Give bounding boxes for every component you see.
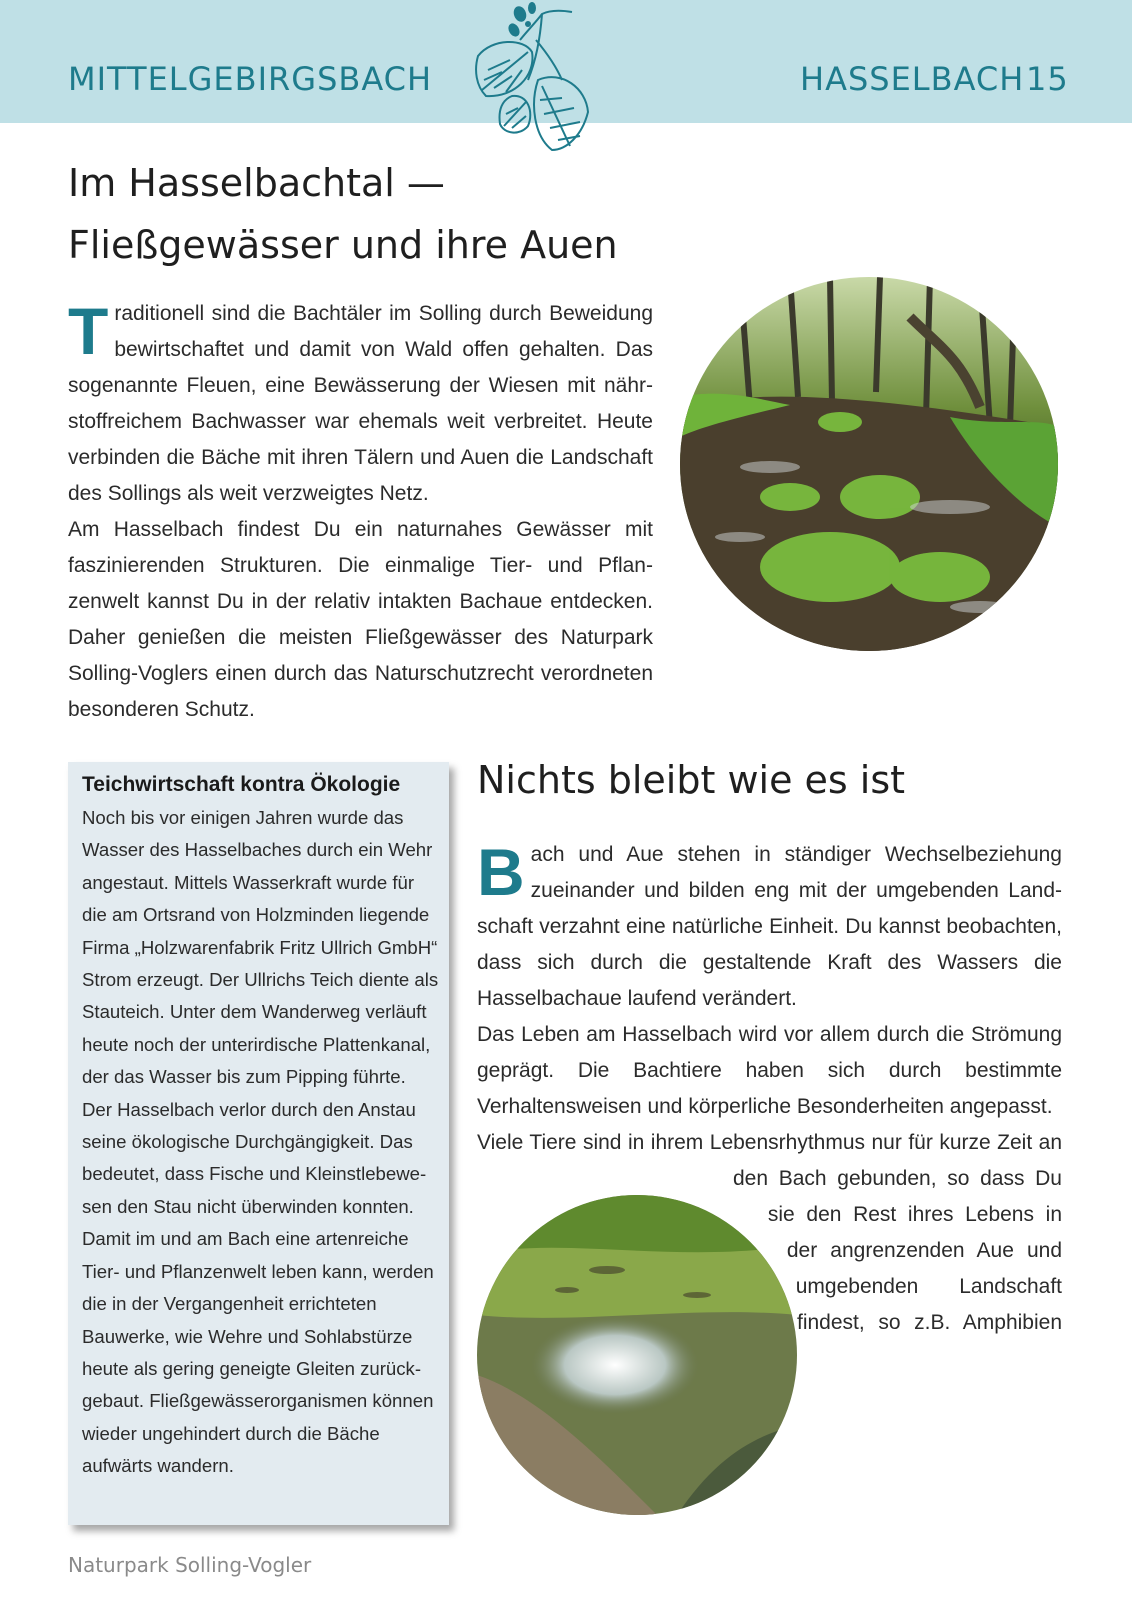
forest-stream-photo (680, 277, 1058, 651)
intro-paragraph-2: Am Hasselbach findest Du ein naturnahes Gewässer mit faszinierenden Strukturen. Die einmalige Tier- und Pflanzenwelt kannst Du in der relativ intakten Bachaue entdecken. Daher genießen die meisten Fließgewässer des Naturpark Solling-Voglers einen durch das Naturschutzrecht verordneten besonderen Schutz. (68, 518, 653, 721)
info-box-paragraph-1: Noch bis vor einigen Jahren wurde das Wasser des Hasselbaches durch ein Wehr angestaut. Mittels Wasserkraft wurde für die am Ortsrand von Holzminden liegende Firma „Holzwarenfabrik Fritz Ullrich GmbH“ Strom erzeugt. Der Ullrichs Teich diente als Stauteich. Unter dem Wanderweg verläuft heute noch der unterirdische Plattenkanal, der das Wasser bis zum Pipping führte. (82, 807, 439, 1088)
creek-water-photo (477, 1195, 797, 1515)
title-line-1: Im Hasselbachtal — (68, 161, 445, 205)
section-paragraph-3: Viele Tiere sind in ihrem Lebensrhythmus nur für kurze Zeit an den Bach gebunden, so dass Du sie den Rest ihres Lebens in der angrenzenden Aue und umgebenden Landschaft findest, so z.B. Amphibien (477, 1131, 1062, 1334)
section-dropcap: B (477, 835, 525, 909)
page-number: 15 (1026, 60, 1069, 98)
intro-text (68, 296, 653, 728)
info-box (68, 762, 449, 1525)
section-heading: Nichts bleibt wie es ist (477, 758, 906, 802)
intro-dropcap: T (68, 294, 109, 368)
title-line-2: Fließgewässer und ihre Auen (68, 223, 618, 267)
intro-paragraph-1: raditionell sind die Bachtäler im Solling durch Beweidung bewirtschaftet und damit von Wald offen gehalten. Das sogenannte Fleuen, eine Bewässerung der Wiesen mit nährstoffreichem Bachwasser war ehemals weit verbreitet. Heute verbinden die Bäche mit ihren Tälern und Auen die Landschaft des Sollings als weit verzweigtes Netz. (68, 302, 653, 505)
info-box-body (82, 802, 440, 1483)
header-chapter-label: HASSELBACH (800, 60, 1025, 98)
header-section-label: MITTELGEBIRGSBACH (68, 60, 433, 98)
alder-leaf-icon (470, 0, 605, 158)
page-title (68, 152, 618, 276)
section-paragraph-2: Das Leben am Hasselbach wird vor allem durch die Strömung geprägt. Die Bachtiere haben sich durch bestimmte Verhaltensweisen und körperliche Besonderheiten angepasst. (477, 1023, 1062, 1118)
info-box-title: Teichwirtschaft kontra Ökologie (82, 773, 401, 796)
section-paragraph-1: ach und Aue stehen in ständiger Wechselbeziehung zueinander und bilden eng mit der umgebenden Landschaft verzahnt eine natürliche Einheit. Du kannst beobachten, dass sich durch die gestaltende Kraft des Wassers die Hasselbachaue laufend verändert. (477, 843, 1062, 1010)
info-box-paragraph-2: Der Hasselbach verlor durch den Anstau seine ökologische Durchgängigkeit. Das bedeutet, dass Fische und Kleinstlebewesen den Stau nicht überwinden konnten. Damit im und am Bach eine artenreiche Tier- und Pflanzenwelt leben kann, werden die in der Vergangenheit errichteten Bauwerke, wie Wehre und Sohlabstürze heute als gering geneigte Gleiten zurückgebaut. Fließgewässerorganismen können wieder ungehindert durch die Bäche aufwärts wandern. (82, 1098, 434, 1477)
footer-text: Naturpark Solling-Vogler (68, 1553, 312, 1577)
